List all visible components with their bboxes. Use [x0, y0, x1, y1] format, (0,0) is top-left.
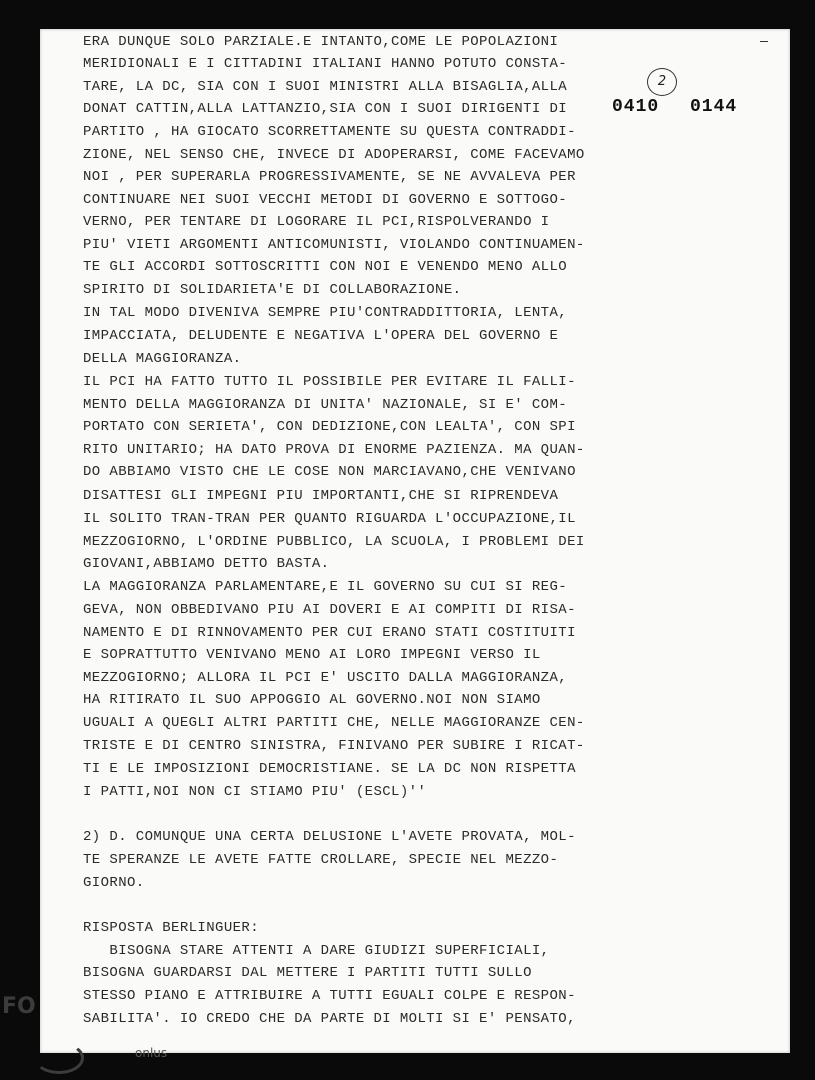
text-line: MENTO DELLA MAGGIORANZA DI UNITA' NAZIONALE, SI E' COM- — [83, 397, 568, 413]
answer-line: BISOGNA STARE ATTENTI A DARE GIUDIZI SUPERFICIALI, — [83, 943, 550, 959]
watermark-label: onlus — [135, 1046, 168, 1060]
text-line: IN TAL MODO DIVENIVA SEMPRE PIU'CONTRADDITTORIA, LENTA, — [83, 305, 568, 321]
watermark-logo-icon — [34, 1042, 84, 1074]
text-line: NOI , PER SUPERARLA PROGRESSIVAMENTE, SE NE AVVALEVA PER — [83, 169, 576, 185]
text-line: NAMENTO E DI RINNOVAMENTO PER CUI ERANO STATI COSTITUITI — [83, 625, 576, 641]
text-line: IL PCI HA FATTO TUTTO IL POSSIBILE PER EVITARE IL FALLI- — [83, 374, 576, 390]
text-line: PARTITO , HA GIOCATO SCORRETTAMENTE SU QUESTA CONTRADDI- — [83, 124, 576, 140]
text-line: UGUALI A QUEGLI ALTRI PARTITI CHE, NELLE MAGGIORANZE CEN- — [83, 715, 585, 731]
text-line: IL SOLITO TRAN-TRAN PER QUANTO RIGUARDA L'OCCUPAZIONE,IL — [83, 511, 576, 527]
text-line: TARE, LA DC, SIA CON I SUOI MINISTRI ALLA BISAGLIA,ALLA — [83, 79, 568, 95]
text-line: TI E LE IMPOSIZIONI DEMOCRISTIANE. SE LA DC NON RISPETTA — [83, 761, 576, 777]
corner-mark — [760, 41, 768, 42]
answer-heading: RISPOSTA BERLINGUER: — [83, 920, 260, 936]
text-line: RITO UNITARIO; HA DATO PROVA DI ENORME PAZIENZA. MA QUAN- — [83, 442, 585, 458]
question-line: 2) D. COMUNQUE UNA CERTA DELUSIONE L'AVETE PROVATA, MOL- — [83, 829, 576, 845]
answer-line: BISOGNA GUARDARSI DAL METTERE I PARTITI TUTTI SULLO — [83, 965, 532, 981]
text-line: PIU' VIETI ARGOMENTI ANTICOMUNISTI, VIOLANDO CONTINUAMEN- — [83, 237, 585, 253]
text-line: DELLA MAGGIORANZA. — [83, 351, 242, 367]
text-line: ERA DUNQUE SOLO PARZIALE.E INTANTO,COME LE POPOLAZIONI — [83, 34, 559, 50]
text-line: MERIDIONALI E I CITTADINI ITALIANI HANNO POTUTO CONSTA- — [83, 56, 568, 72]
question-line: GIORNO. — [83, 875, 145, 891]
text-line: E SOPRATTUTTO VENIVANO MENO AI LORO IMPEGNI VERSO IL — [83, 647, 541, 663]
text-line: I PATTI,NOI NON CI STIAMO PIU' (ESCL)'' — [83, 784, 427, 800]
text-line: MEZZOGIORNO; ALLORA IL PCI E' USCITO DALLA MAGGIORANZA, — [83, 670, 568, 686]
document-page — [40, 29, 790, 1053]
text-line: HA RITIRATO IL SUO APPOGGIO AL GOVERNO.NOI NON SIAMO — [83, 692, 541, 708]
answer-line: SABILITA'. IO CREDO CHE DA PARTE DI MOLTI SI E' PENSATO, — [83, 1011, 576, 1027]
text-line: IMPACCIATA, DELUDENTE E NEGATIVA L'OPERA DEL GOVERNO E — [83, 328, 559, 344]
text-line: DISATTESI GLI IMPEGNI PIU IMPORTANTI,CHE SI RIPRENDEVA — [83, 488, 559, 504]
text-line: SPIRITO DI SOLIDARIETA'E DI COLLABORAZIONE. — [83, 282, 462, 298]
text-line: MEZZOGIORNO, L'ORDINE PUBBLICO, LA SCUOLA, I PROBLEMI DEI — [83, 534, 585, 550]
archive-watermark — [0, 994, 80, 1080]
question-line: TE SPERANZE LE AVETE FATTE CROLLARE, SPECIE NEL MEZZO- — [83, 852, 559, 868]
text-line: TE GLI ACCORDI SOTTOSCRITTI CON NOI E VENENDO MENO ALLO — [83, 259, 568, 275]
text-line: DONAT CATTIN,ALLA LATTANZIO,SIA CON I SUOI DIRIGENTI DI — [83, 101, 568, 117]
text-line: TRISTE E DI CENTRO SINISTRA, FINIVANO PER SUBIRE I RICAT- — [83, 738, 585, 754]
answer-line: STESSO PIANO E ATTRIBUIRE A TUTTI EGUALI COLPE E RESPON- — [83, 988, 576, 1004]
text-line: VERNO, PER TENTARE DI LOGORARE IL PCI,RISPOLVERANDO I — [83, 214, 550, 230]
text-line: DO ABBIAMO VISTO CHE LE COSE NON MARCIAVANO,CHE VENIVANO — [83, 464, 576, 480]
circled-page-number: 2 — [647, 68, 677, 96]
text-line: CONTINUARE NEI SUOI VECCHI METODI DI GOVERNO E SOTTOGO- — [83, 192, 568, 208]
watermark-fragment: FO — [2, 994, 36, 1019]
archive-code-left: 0410 — [612, 97, 660, 117]
text-line: LA MAGGIORANZA PARLAMENTARE,E IL GOVERNO SU CUI SI REG- — [83, 579, 568, 595]
text-line: PORTATO CON SERIETA', CON DEDIZIONE,CON LEALTA', CON SPI — [83, 419, 576, 435]
text-line: ZIONE, NEL SENSO CHE, INVECE DI ADOPERARSI, COME FACEVAMO — [83, 147, 585, 163]
text-line: GIOVANI,ABBIAMO DETTO BASTA. — [83, 556, 330, 572]
text-line: GEVA, NON OBBEDIVANO PIU AI DOVERI E AI COMPITI DI RISA- — [83, 602, 576, 618]
archive-code-right: 0144 — [690, 97, 738, 117]
